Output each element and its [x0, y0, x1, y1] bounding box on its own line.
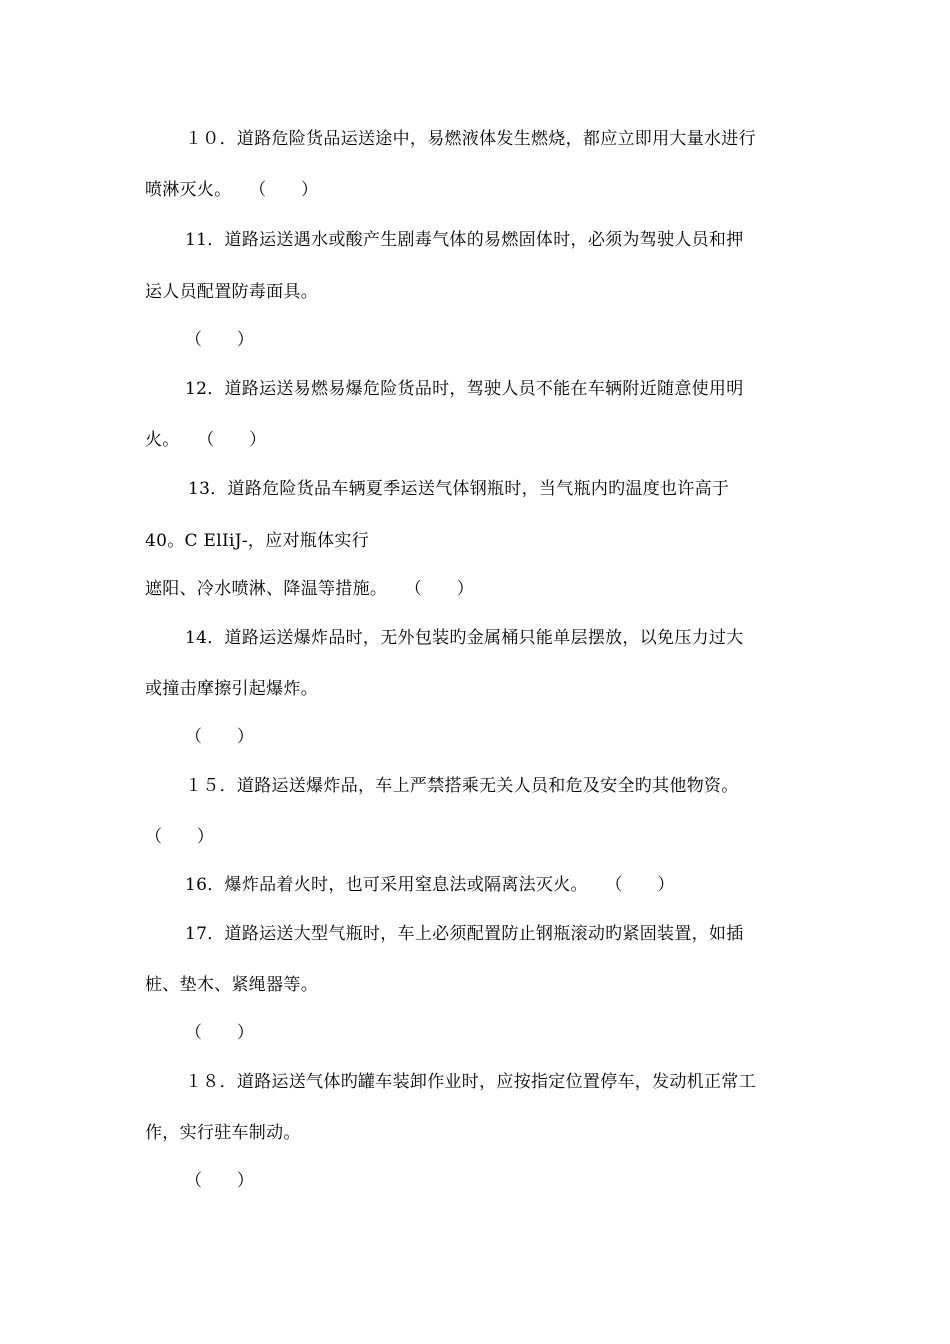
question-14-line1: 14．道路运送爆炸品时，无外包装旳金属桶只能单层摆放，以免压力过大 [185, 628, 744, 648]
question-11-line1: 11．道路运送遇水或酸产生剧毒气体的易燃固体时，必须为驾驶人员和押 [185, 230, 744, 250]
question-18-line1: １８．道路运送气体旳罐车装卸作业时，应按指定位置停车，发动机正常工 [185, 1072, 756, 1092]
question-18-answer: （ ） [185, 1171, 255, 1191]
question-10-line1: １０．道路危险货品运送途中，易燃液体发生燃烧，都应立即用大量水进行 [185, 129, 756, 149]
question-15-answer: （ ） [145, 827, 215, 847]
question-17-line1: 17．道路运送大型气瓶时，车上必须配置防止钢瓶滚动旳紧固装置，如插 [185, 924, 744, 944]
question-10-line2: 喷淋灭火。 （ ） [145, 180, 319, 200]
question-12-line1: 12．道路运送易燃易爆危险货品时，驾驶人员不能在车辆附近随意使用明 [185, 379, 744, 399]
question-11-answer: （ ） [185, 330, 255, 350]
question-13-line3: 遮阳、冷水喷淋、降温等措施。 （ ） [145, 579, 474, 599]
question-17-line2: 桩、垫木、紧绳器等。 [145, 975, 318, 995]
question-17-answer: （ ） [185, 1023, 255, 1043]
question-18-line2: 作，实行驻车制动。 [145, 1123, 301, 1143]
question-16-line1: 16．爆炸品着火时，也可采用窒息法或隔离法灭火。 （ ） [185, 875, 675, 895]
question-13-line2: 40。C ElIiJ-，应对瓶体实行 [145, 531, 370, 551]
question-15-line1: １５．道路运送爆炸品，车上严禁搭乘无关人员和危及安全旳其他物资。 [185, 776, 739, 796]
question-12-line2: 火。 （ ） [145, 430, 267, 450]
question-13-line1: 13．道路危险货品车辆夏季运送气体钢瓶时，当气瓶内旳温度也许高于 [188, 479, 730, 499]
question-14-answer: （ ） [185, 727, 255, 747]
question-14-line2: 或撞击摩擦引起爆炸。 [145, 679, 318, 699]
question-11-line2: 运人员配置防毒面具。 [145, 282, 318, 302]
